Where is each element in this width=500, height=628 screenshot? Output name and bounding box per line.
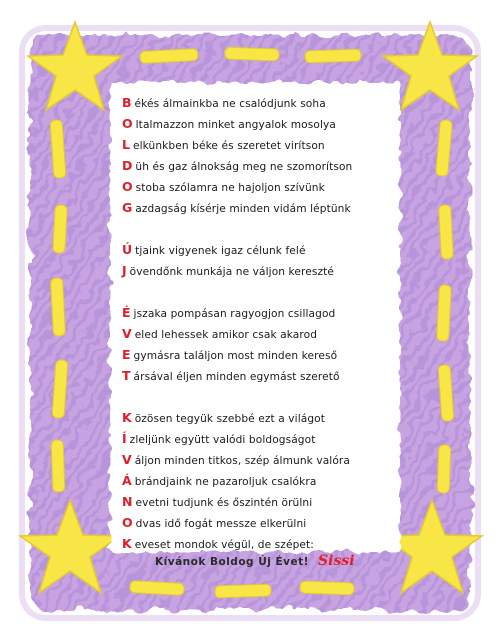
poem-line xyxy=(122,260,412,281)
acrostic-initial: G xyxy=(122,200,133,215)
line-text: jszaka pompásan ragyogjon csillagod xyxy=(133,308,336,320)
stanza-2 xyxy=(122,239,412,281)
line-text: zleljünk együtt valódi boldogságot xyxy=(129,434,316,446)
poem-line xyxy=(122,323,412,344)
line-text: áljon minden titkos, szép álmunk valóra xyxy=(134,455,350,467)
line-text: ársával éljen minden egymást szerető xyxy=(133,371,340,383)
poem-line xyxy=(122,344,412,365)
acrostic-initial: K xyxy=(122,536,132,551)
new-year-wish: Kívánok Boldog Új Évet! xyxy=(155,556,309,568)
line-text: eveset mondok végül, de szépet: xyxy=(134,539,314,551)
line-text: elkünkben béke és szeretet virítson xyxy=(132,140,325,152)
poem-line xyxy=(122,176,412,197)
line-text: övendőnk munkája ne váljon kereszté xyxy=(129,266,335,278)
line-text: azdagság kísérje minden vidám léptünk xyxy=(135,203,351,215)
stanza-gap xyxy=(122,218,412,239)
poem-line xyxy=(122,470,412,491)
poem-line xyxy=(122,113,412,134)
card-footer xyxy=(155,550,395,572)
acrostic-initial: N xyxy=(122,494,133,509)
acrostic-initial: V xyxy=(122,326,132,341)
line-text: dvas idő fogát messze elkerülni xyxy=(135,518,307,530)
stanza-4 xyxy=(122,407,412,554)
line-text: gymásra találjon most minden kereső xyxy=(133,350,338,362)
poem-line xyxy=(122,449,412,470)
poem-line xyxy=(122,512,412,533)
line-text: üh és gaz álnokság meg ne szomorítson xyxy=(135,161,353,173)
line-text: eled lehessek amikor csak akarod xyxy=(134,329,318,341)
acrostic-initial: K xyxy=(122,410,132,425)
acrostic-initial: É xyxy=(122,305,131,320)
line-text: stoba szólamra ne hajoljon szívünk xyxy=(135,182,325,194)
acrostic-initial: D xyxy=(122,158,133,173)
poem-line xyxy=(122,365,412,386)
acrostic-initial: Í xyxy=(122,431,127,446)
stanza-3 xyxy=(122,302,412,386)
acrostic-initial: V xyxy=(122,452,132,467)
acrostic-initial: T xyxy=(122,368,131,383)
stanza-gap xyxy=(122,281,412,302)
signature: Sissi xyxy=(318,553,355,569)
poem-line xyxy=(122,428,412,449)
acrostic-initial: Ú xyxy=(122,242,133,257)
line-text: evetni tudjunk és őszintén örülni xyxy=(135,497,313,509)
acrostic-initial: B xyxy=(122,95,132,110)
acrostic-initial: J xyxy=(122,263,127,278)
poem xyxy=(122,92,412,554)
poem-line xyxy=(122,92,412,113)
poem-line xyxy=(122,239,412,260)
acrostic-initial: O xyxy=(122,179,133,194)
line-text: brándjaink ne pazaroljuk csalókra xyxy=(134,476,317,488)
stanza-1 xyxy=(122,92,412,218)
acrostic-initial: O xyxy=(122,515,133,530)
acrostic-initial: Á xyxy=(122,473,132,488)
poem-line xyxy=(122,491,412,512)
poem-line xyxy=(122,134,412,155)
line-text: ékés álmainkba ne csalódjunk soha xyxy=(134,98,326,110)
line-text: ltalmazzon minket angyalok mosolya xyxy=(135,119,336,131)
poem-line xyxy=(122,197,412,218)
acrostic-initial: L xyxy=(122,137,130,152)
stanza-gap xyxy=(122,386,412,407)
poem-line xyxy=(122,155,412,176)
line-text: özösen tegyük szebbé ezt a világot xyxy=(134,413,326,425)
acrostic-initial: E xyxy=(122,347,131,362)
line-text: tjaink vigyenek igaz célunk felé xyxy=(135,245,306,257)
poem-line xyxy=(122,302,412,323)
acrostic-initial: O xyxy=(122,116,133,131)
poem-line xyxy=(122,407,412,428)
